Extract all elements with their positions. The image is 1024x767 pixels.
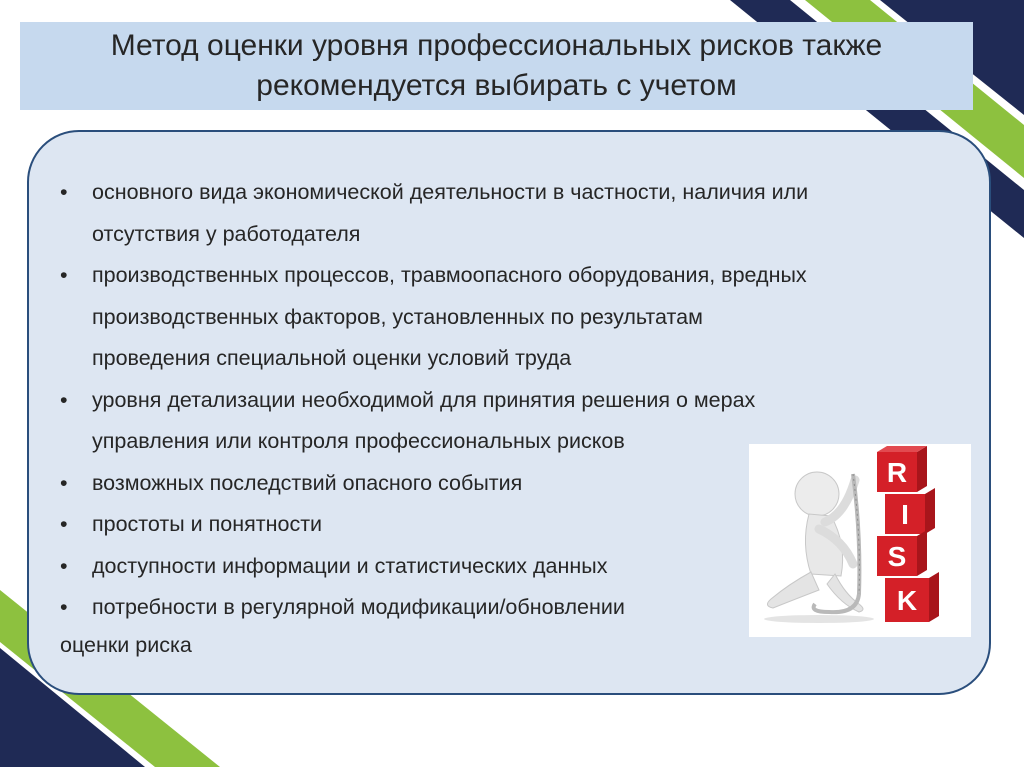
svg-text:S: S: [887, 541, 907, 572]
bullet-marker: •: [60, 553, 68, 578]
risk-cubes-figure-image: [749, 444, 971, 637]
bullet-marker: •: [60, 470, 68, 495]
svg-text:K: K: [896, 585, 918, 616]
list-tail-text: оценки риска: [60, 633, 192, 657]
bullet-marker: •: [60, 387, 68, 412]
list-item: [60, 172, 960, 255]
bullet-marker: •: [60, 180, 68, 204]
list-item-line: уровня детализации необходимой для принятия решения о мерах: [92, 387, 756, 412]
kneeling-figure-icon: [764, 472, 874, 623]
svg-text:R: R: [886, 457, 908, 488]
list-item-line: проведения специальной оценки условий труда: [92, 346, 572, 370]
cube-s-icon: [877, 530, 927, 576]
list-item-line: основного вида экономической деятельности в частности, наличия или: [92, 180, 809, 204]
list-item: [60, 255, 960, 380]
title-banner: [20, 22, 973, 110]
list-item-line: производственных факторов, установленных по результатам: [92, 304, 703, 329]
list-item-line: возможных последствий опасного события: [92, 470, 523, 495]
cube-k-icon: [885, 572, 939, 622]
slide-title-line1: Метод оценки уровня профессиональных рисков также: [110, 29, 883, 62]
cube-i-icon: [885, 488, 935, 534]
svg-text:I: I: [901, 499, 909, 530]
risk-illustration: [749, 444, 971, 637]
list-item-line: доступности информации и статистических данных: [92, 553, 608, 578]
cube-r-icon: [877, 446, 927, 492]
bullet-marker: •: [60, 512, 68, 536]
risk-cubes-icon: [877, 446, 939, 622]
list-item-line: производственных процессов, травмоопасного оборудования, вредных: [92, 263, 807, 287]
bullet-marker: •: [60, 263, 68, 287]
list-item-line: потребности в регулярной модификации/обновлении: [92, 595, 625, 619]
bullet-marker: •: [60, 595, 68, 619]
slide-title-line2: рекомендуется выбирать с учетом: [256, 69, 737, 102]
list-item-line: простоты и понятности: [92, 512, 323, 536]
slide-title: [67, 26, 927, 106]
list-item-line: отсутствия у работодателя: [92, 221, 361, 246]
list-item-line: управления или контроля профессиональных рисков: [92, 429, 625, 453]
